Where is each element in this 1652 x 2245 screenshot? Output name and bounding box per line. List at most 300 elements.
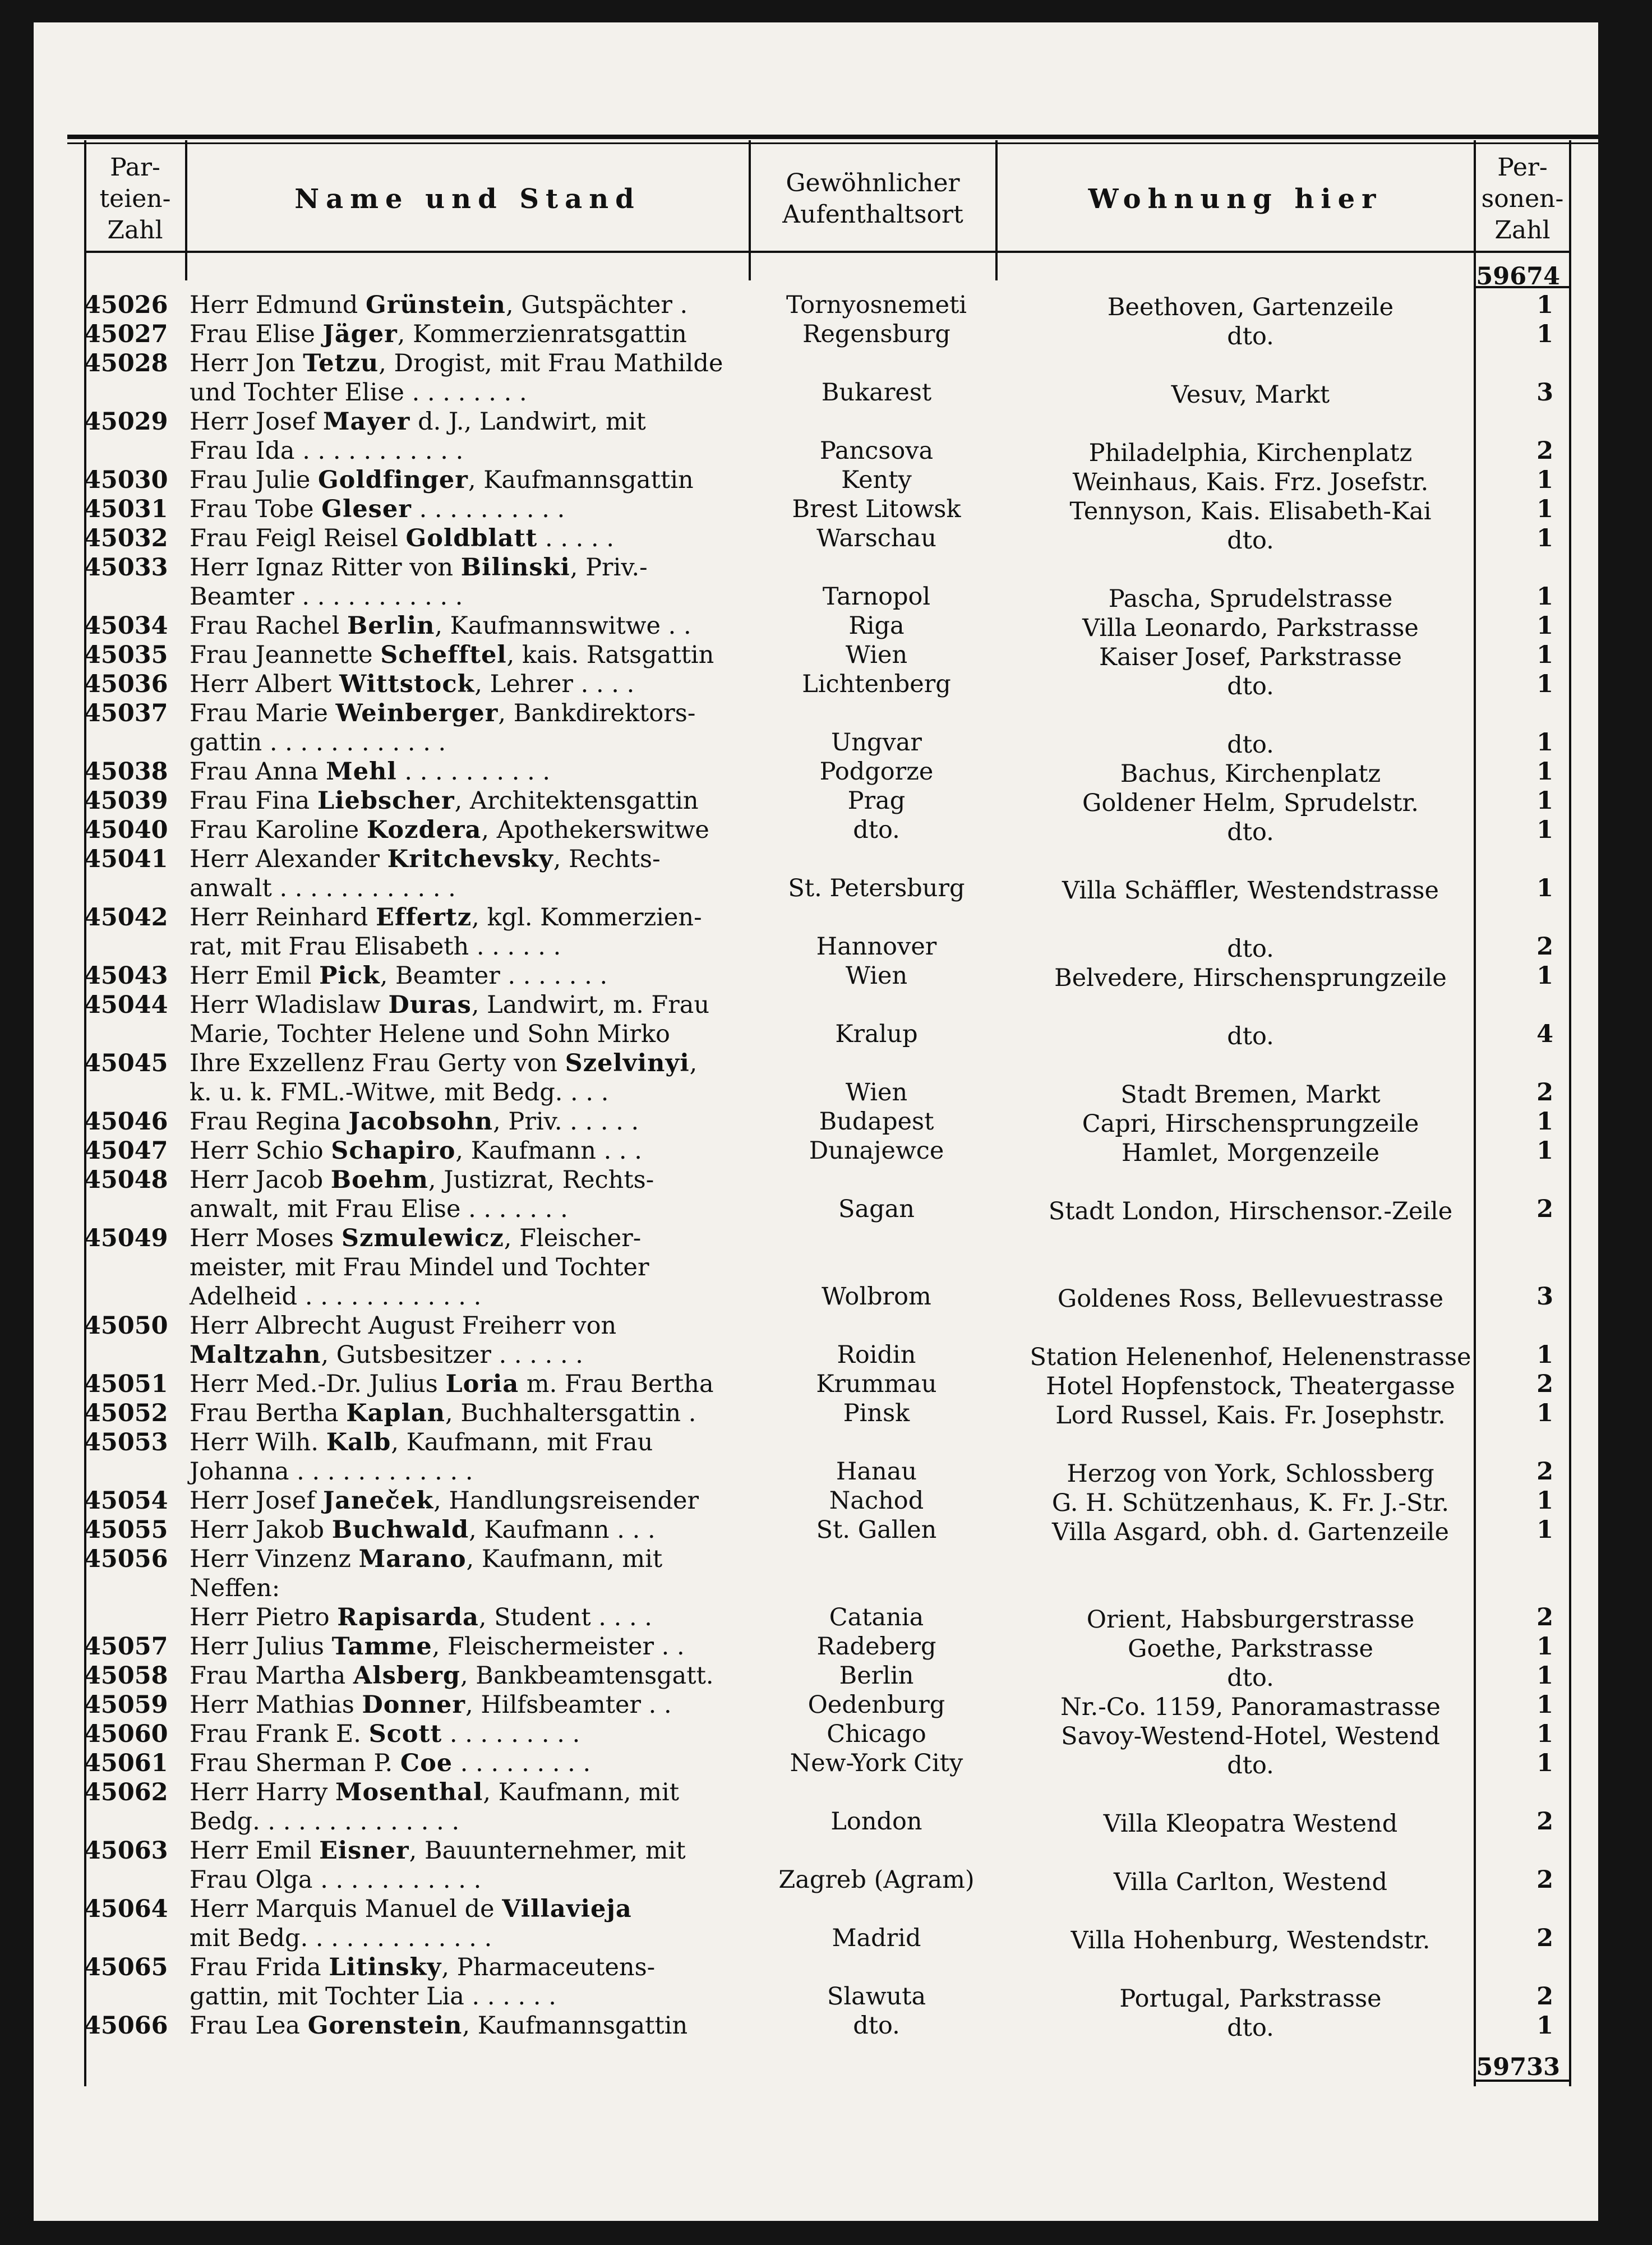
entry-name-text: Frau Frank E. (190, 1720, 369, 1748)
column-divider (185, 264, 187, 280)
entry-persons: 4 (1536, 1020, 1553, 1048)
entry-name-line (190, 495, 565, 524)
entry-number: 45053 (84, 1428, 168, 1456)
entry-name-text: Herr Schio (190, 1137, 331, 1165)
header-wohnung-hier: Wohnung hier (1088, 183, 1383, 215)
entry-address: Stadt Bremen, Markt (1120, 1081, 1381, 1109)
entry-surname: Gorenstein (307, 2012, 463, 2040)
entry-persons: 1 (1536, 583, 1553, 611)
entry-persons: 2 (1536, 1866, 1553, 1894)
entry-place: Radeberg (816, 1633, 936, 1661)
entry-name-text: Frau Karoline (190, 816, 367, 844)
entry-surname: Goldfinger (317, 466, 468, 494)
entry-name-line (190, 815, 709, 845)
entry-number: 45050 (84, 1312, 168, 1340)
entry-name-line (190, 349, 723, 378)
entry-name-text: , Landwirt, m. Frau (471, 991, 710, 1019)
header-personen-zahl: Per- sonen- Zahl (1481, 153, 1564, 245)
entry-address: dto. (1227, 322, 1274, 351)
entry-place: Bukarest (821, 379, 932, 407)
entry-name-line (190, 728, 446, 757)
entry-name-line (190, 1778, 679, 1807)
entry-address: dto. (1227, 527, 1274, 555)
entry-name-line (190, 1603, 652, 1632)
entry-place: Tornyosnemeti (786, 291, 967, 319)
entry-name-line (190, 1107, 639, 1136)
top-double-rule (67, 135, 1598, 139)
entry-address: Bachus, Kirchenplatz (1120, 760, 1381, 788)
final-total: 59733 (1476, 2053, 1560, 2081)
header-parteien-zahl: Par- teien- Zahl (99, 153, 171, 245)
entry-place: Chicago (827, 1720, 926, 1748)
entry-place: Prag (847, 787, 906, 815)
entry-address: dto. (1227, 672, 1274, 700)
entry-surname: Tamme (331, 1633, 432, 1661)
entry-number: 45066 (84, 2012, 168, 2040)
entry-place: Oedenburg (807, 1691, 945, 1719)
entry-persons: 1 (1536, 1137, 1553, 1165)
entry-name-text: Frau Frida (190, 1953, 329, 1981)
entry-name-text: Beamter . . . . . . . . . . . (190, 583, 463, 611)
entry-persons: 1 (1536, 612, 1553, 640)
entry-name-line (190, 640, 714, 670)
entry-name-text: , Pharmaceutens- (441, 1953, 656, 1981)
entry-name-text: Johanna . . . . . . . . . . . . (190, 1458, 473, 1486)
entry-place: Dunajewce (809, 1137, 944, 1165)
entry-name-text: gattin . . . . . . . . . . . . (190, 729, 446, 757)
entry-address: dto. (1227, 1751, 1274, 1780)
entry-name-line (190, 1720, 580, 1749)
entry-surname: Szmulewicz (341, 1224, 504, 1252)
entry-name-line (190, 670, 634, 699)
entry-address: Villa Carlton, Westend (1113, 1868, 1388, 1896)
entry-address: Capri, Hirschensprungzeile (1082, 1110, 1419, 1138)
entry-name-line (190, 1982, 556, 2011)
entry-name-line (190, 1282, 481, 1311)
entry-name-text: , Hilfsbeamter . . (465, 1691, 672, 1719)
entry-name-text: Ihre Exzellenz Frau Gerty von (190, 1049, 565, 1077)
entry-persons: 1 (1536, 816, 1553, 844)
entry-number: 45044 (84, 991, 168, 1019)
entry-name-text: Frau Tobe (190, 495, 322, 523)
entry-number: 45034 (84, 612, 168, 640)
entry-place: Wien (845, 962, 908, 990)
entry-name-text: Frau Ida . . . . . . . . . . . (190, 437, 464, 465)
entry-name-text: rat, mit Frau Elisabeth . . . . . . (190, 933, 561, 961)
entry-address: Station Helenenhof, Helenenstrasse (1030, 1343, 1471, 1371)
entry-surname: Janeček (322, 1487, 434, 1515)
entry-place: Podgorze (819, 758, 934, 786)
entry-name-text: Herr Jon (190, 349, 303, 377)
entry-name-line (190, 990, 709, 1020)
entry-name-text: Herr Albrecht August Freiherr von (190, 1312, 617, 1340)
entry-name-text: . . . . . . . . . (442, 1720, 580, 1748)
entry-place: Riga (848, 612, 905, 640)
entry-name-text: . . . . . . . . . . (411, 495, 565, 523)
entry-persons: 1 (1536, 524, 1553, 552)
entry-name-line (190, 1574, 280, 1603)
entry-name-text: , Kommerzienratsgattin (397, 320, 687, 348)
entry-address: Nr.-Co. 1159, Panoramastrasse (1060, 1693, 1441, 1721)
entry-place: Wien (845, 1078, 908, 1107)
entry-place: Krummau (816, 1370, 937, 1398)
entry-persons: 1 (1536, 729, 1553, 757)
entry-name-text: anwalt . . . . . . . . . . . . (190, 874, 456, 902)
entry-name-line (190, 1953, 655, 1982)
entry-place: dto. (853, 2012, 900, 2040)
entry-number: 45063 (84, 1837, 168, 1865)
entry-name-line (190, 1020, 670, 1049)
entry-name-line (190, 1311, 616, 1340)
entry-surname: Villavieja (502, 1895, 632, 1923)
header-name-und-stand: Name und Stand (294, 183, 641, 215)
entry-number: 45049 (84, 1224, 168, 1252)
entry-persons: 1 (1536, 1749, 1553, 1777)
entry-name-text: , Student . . . . (478, 1603, 652, 1631)
entry-surname: Gleser (321, 495, 412, 523)
entry-name-text: Herr Josef (190, 1487, 323, 1515)
entry-name-text: Herr Josef (190, 408, 323, 436)
entry-number: 45040 (84, 816, 168, 844)
entry-persons: 2 (1536, 1808, 1553, 1836)
entry-place: Warschau (816, 524, 936, 552)
entry-place: Wien (845, 641, 908, 669)
entry-name-line (190, 1165, 654, 1195)
entry-name-text: mit Bedg. . . . . . . . . . . . . (190, 1924, 492, 1952)
entry-place: Lichtenberg (802, 670, 951, 698)
entry-name-line (190, 845, 661, 874)
entry-address: dto. (1227, 2014, 1274, 2042)
entry-place: Nachod (829, 1487, 924, 1515)
entry-name-text: , Architektensgattin (454, 787, 699, 815)
entry-name-text: meister, mit Frau Mindel und Tochter (190, 1253, 649, 1281)
entry-name-line (190, 1224, 641, 1253)
entry-name-line (190, 1078, 608, 1107)
entry-name-text: Marie, Tochter Helene und Sohn Mirko (190, 1020, 670, 1048)
entry-address: Villa Kleopatra Westend (1103, 1810, 1398, 1838)
entry-number: 45062 (84, 1778, 168, 1806)
entry-surname: Wittstock (339, 670, 475, 698)
entry-surname: Duras (388, 991, 472, 1019)
entry-name-text: Frau Elise (190, 320, 323, 348)
entry-number: 45029 (84, 408, 168, 436)
entry-surname: Pick (319, 962, 380, 990)
entry-persons: 1 (1536, 1691, 1553, 1719)
entry-number: 45052 (84, 1399, 168, 1427)
entry-persons: 1 (1536, 1516, 1553, 1544)
entry-number: 45036 (84, 670, 168, 698)
entry-persons: 1 (1536, 2012, 1553, 2040)
entry-number: 45054 (84, 1487, 168, 1515)
entry-name-text: , Apothekerswitwe (481, 816, 709, 844)
entry-name-text: , Kaufmann, mit Frau (391, 1428, 653, 1456)
entry-name-text: . . . . . . . . . (453, 1749, 591, 1777)
entry-address: dto. (1227, 818, 1274, 846)
entry-address: Hamlet, Morgenzeile (1122, 1139, 1379, 1167)
entry-persons: 2 (1536, 1458, 1553, 1486)
entry-surname: Schapiro (331, 1137, 456, 1165)
entry-surname: Eisner (319, 1837, 409, 1865)
entry-number: 45057 (84, 1633, 168, 1661)
entry-surname: Kritchevsky (387, 845, 553, 873)
entry-surname: Weinberger (335, 699, 499, 727)
entry-place: Hannover (816, 933, 937, 961)
entry-place: Pinsk (843, 1399, 910, 1427)
entry-surname: Rapisarda (337, 1603, 479, 1631)
entry-surname: Scott (368, 1720, 442, 1748)
entry-name-text: Herr Julius (190, 1633, 332, 1661)
entry-name-text: gattin, mit Tochter Lia . . . . . . (190, 1983, 556, 2011)
entry-name-line (190, 291, 687, 320)
entry-name-text: Frau Anna (190, 758, 326, 786)
entry-name-text: Frau Julie (190, 466, 318, 494)
entry-persons: 1 (1536, 1720, 1553, 1748)
entry-name-text: Herr Pietro (190, 1603, 338, 1631)
entry-surname: Mosenthal (335, 1778, 483, 1806)
entry-surname: Jacobsohn (348, 1108, 493, 1136)
entry-name-line (190, 524, 614, 553)
entry-address: dto. (1227, 1022, 1274, 1050)
entry-address: Lord Russel, Kais. Fr. Josephstr. (1055, 1402, 1446, 1430)
entry-number: 45032 (84, 524, 168, 552)
entry-persons: 1 (1536, 291, 1553, 319)
entry-surname: Loria (445, 1370, 519, 1398)
entry-number: 45056 (84, 1545, 168, 1573)
entry-number: 45041 (84, 845, 168, 873)
entry-number: 45028 (84, 349, 168, 377)
entry-address: Stadt London, Hirschensor.-Zeile (1048, 1197, 1453, 1225)
entry-place: Regensburg (802, 320, 950, 348)
entry-name-text: , kais. Ratsgattin (506, 641, 714, 669)
entry-name-line (190, 1515, 656, 1545)
entry-address: Portugal, Parkstrasse (1119, 1985, 1382, 2013)
entry-name-text: Herr Emil (190, 962, 320, 990)
entry-address: Vesuv, Markt (1171, 381, 1330, 409)
entry-address: Goldenes Ross, Bellevuestrasse (1057, 1285, 1444, 1313)
entry-address: dto. (1227, 1664, 1274, 1692)
entry-name-line (190, 436, 463, 465)
entry-number: 45064 (84, 1895, 168, 1923)
entry-name-line (190, 1807, 459, 1836)
entry-name-text: , (689, 1049, 698, 1077)
entry-place: Roidin (837, 1341, 916, 1369)
entry-surname: Jäger (322, 320, 398, 348)
entry-name-text: Neffen: (190, 1574, 280, 1602)
entry-number: 45026 (84, 291, 168, 319)
entry-name-line (190, 1340, 583, 1370)
entry-persons: 1 (1536, 758, 1553, 786)
entry-name-text: Herr Wladislaw (190, 991, 389, 1019)
entry-name-text: d. J., Landwirt, mit (410, 408, 646, 436)
entry-persons: 2 (1536, 1078, 1553, 1107)
entry-address: dto. (1227, 731, 1274, 759)
entry-place: Budapest (819, 1108, 934, 1136)
entry-number: 45038 (84, 758, 168, 786)
entry-number: 45059 (84, 1691, 168, 1719)
entry-surname: Szelvinyi (565, 1049, 690, 1077)
entry-place: Hanau (836, 1458, 917, 1486)
entry-number: 45043 (84, 962, 168, 990)
entry-name-text: Frau Jeannette (190, 641, 381, 669)
entry-number: 45055 (84, 1516, 168, 1544)
entry-surname: Schefftel (380, 641, 507, 669)
entry-name-text: . . . . . (537, 524, 615, 552)
entry-number: 45047 (84, 1137, 168, 1165)
entry-number: 45046 (84, 1108, 168, 1136)
entry-name-text: . . . . . . . . . . (396, 758, 551, 786)
entry-name-text: , Justizrat, Rechts- (428, 1166, 654, 1194)
entry-place: Brest Litowsk (792, 495, 961, 523)
entry-name-line (190, 553, 648, 582)
entry-name-text: Herr Alexander (190, 845, 387, 873)
entry-name-text: Herr Vinzenz (190, 1545, 359, 1573)
entry-address: Villa Schäffler, Westendstrasse (1062, 877, 1439, 905)
entry-number: 45037 (84, 699, 168, 727)
entry-persons: 1 (1536, 1108, 1553, 1136)
entry-name-line (190, 1195, 568, 1224)
entry-name-text: Frau Sherman P. (190, 1749, 400, 1777)
entry-name-line (190, 1136, 642, 1165)
entry-surname: Kalb (326, 1428, 391, 1456)
entry-name-line (190, 1486, 699, 1515)
entry-name-text: , Handlungsreisender (433, 1487, 699, 1515)
entry-name-line (190, 1836, 686, 1865)
entry-name-line (190, 1545, 662, 1574)
entry-place: Sagan (838, 1195, 915, 1223)
entry-address: Villa Leonardo, Parkstrasse (1082, 614, 1419, 642)
entry-address: G. H. Schützenhaus, K. Fr. J.-Str. (1051, 1489, 1450, 1517)
entry-surname: Alsberg (353, 1662, 460, 1690)
entry-address: Weinhaus, Kais. Frz. Josefstr. (1072, 468, 1429, 496)
entry-persons: 2 (1536, 437, 1553, 465)
entry-name-text: , Fleischermeister . . (432, 1633, 685, 1661)
entry-surname: Kaplan (346, 1399, 446, 1427)
entry-name-text: Herr Marquis Manuel de (190, 1895, 502, 1923)
entry-name-line (190, 582, 463, 611)
entry-name-text: m. Frau Bertha (519, 1370, 714, 1398)
entry-persons: 3 (1536, 379, 1553, 407)
entry-name-line (190, 1894, 632, 1924)
entry-number: 45030 (84, 466, 168, 494)
entry-persons: 1 (1536, 874, 1553, 902)
entry-name-text: Frau Rachel (190, 612, 348, 640)
entry-number: 45033 (84, 554, 168, 582)
entry-number: 45060 (84, 1720, 168, 1748)
entry-address: Villa Hohenburg, Westendstr. (1070, 1926, 1430, 1954)
entry-name-text: , kgl. Kommerzien- (472, 903, 702, 932)
entry-name-line (190, 2011, 687, 2040)
entry-place: Wolbrom (822, 1283, 931, 1311)
entry-number: 45051 (84, 1370, 168, 1398)
entry-place: Kralup (835, 1020, 918, 1048)
entry-surname: Grünstein (366, 291, 506, 319)
header-aufenthaltsort: Gewöhnlicher Aufenthaltsort (782, 168, 963, 229)
entry-name-text: , Fleischer- (504, 1224, 642, 1252)
entry-number: 45065 (84, 1953, 168, 1981)
entry-name-text: , Lehrer . . . . (474, 670, 635, 698)
entry-name-text: , Kaufmannsgattin (468, 466, 694, 494)
entry-name-text: anwalt, mit Frau Elise . . . . . . . (190, 1195, 568, 1223)
entry-persons: 1 (1536, 495, 1553, 523)
entry-name-text: Frau Fina (190, 787, 317, 815)
entry-name-text: , Bauunternehmer, mit (409, 1837, 686, 1865)
entry-persons: 1 (1536, 670, 1553, 698)
entry-name-line (190, 611, 691, 640)
entry-name-line (190, 961, 607, 990)
entry-surname: Liebscher (317, 787, 455, 815)
entry-name-text: Bedg. . . . . . . . . . . . . . (190, 1808, 460, 1836)
entry-place: Catania (829, 1603, 924, 1631)
entry-name-line (190, 699, 695, 728)
entry-address: Savoy-Westend-Hotel, Westend (1061, 1722, 1440, 1750)
entry-persons: 1 (1536, 1633, 1553, 1661)
entry-name-line (190, 320, 687, 349)
entry-name-text: , Kaufmannswitwe . . (435, 612, 691, 640)
entry-number: 45058 (84, 1662, 168, 1690)
entry-name-text: , Kaufmann . . . (469, 1516, 656, 1544)
entry-name-text: , Kaufmannsgattin (462, 2012, 688, 2040)
entry-place: New-York City (790, 1749, 963, 1777)
entry-name-text: , Beamter . . . . . . . (380, 962, 608, 990)
entry-place: Zagreb (Agram) (778, 1866, 975, 1894)
entry-address: Orient, Habsburgerstrasse (1086, 1606, 1415, 1634)
entry-number: 45045 (84, 1049, 168, 1077)
entry-place: Kenty (841, 466, 912, 494)
entry-number: 45048 (84, 1166, 168, 1194)
entry-persons: 2 (1536, 1195, 1553, 1223)
entry-address: Belvedere, Hirschensprungzeile (1054, 964, 1447, 992)
entry-address: Beethoven, Gartenzeile (1107, 293, 1394, 321)
entry-place: Berlin (839, 1662, 914, 1690)
entry-name-line (190, 786, 699, 815)
entry-surname: Mehl (326, 758, 397, 786)
entry-surname: Berlin (347, 612, 435, 640)
entry-persons: 1 (1536, 1487, 1553, 1515)
entry-persons: 1 (1536, 1662, 1553, 1690)
entry-name-text: Frau Feigl Reisel (190, 524, 406, 552)
entry-address: dto. (1227, 935, 1274, 963)
entry-surname: Bilinski (460, 554, 570, 582)
entry-name-text: , Rechts- (553, 845, 661, 873)
entry-address: Herzog von York, Schlossberg (1067, 1460, 1434, 1488)
entry-name-text: Herr Mathias (190, 1691, 362, 1719)
column-divider (1569, 140, 1571, 2086)
entry-name-text: k. u. k. FML.-Witwe, mit Bedg. . . . (190, 1078, 609, 1107)
top-double-rule-thin (67, 142, 1598, 144)
entry-place: Madrid (832, 1924, 921, 1952)
entry-name-text: Frau Olga . . . . . . . . . . . (190, 1866, 482, 1894)
entry-place: St. Petersburg (788, 874, 965, 902)
entry-surname: Tetzu (303, 349, 379, 377)
entry-name-line (190, 903, 702, 932)
entry-name-text: , Gutsbesitzer . . . . . . (321, 1341, 583, 1369)
entry-name-text: , Kaufmann . . . (455, 1137, 642, 1165)
entry-name-line (190, 1924, 492, 1953)
entry-name-line (190, 1661, 714, 1690)
entry-name-text: , Priv. . . . . . (493, 1108, 639, 1136)
entry-name-text: Herr Ignaz Ritter von (190, 554, 461, 582)
entry-number: 45061 (84, 1749, 168, 1777)
entry-place: Pancsova (819, 437, 934, 465)
entry-address: Goethe, Parkstrasse (1128, 1635, 1373, 1663)
entry-name-line (190, 874, 456, 903)
entry-persons: 1 (1536, 641, 1553, 669)
entry-surname: Kozdera (366, 816, 482, 844)
entry-name-text: , Gutspächter . (505, 291, 688, 319)
entry-name-text: Herr Moses (190, 1224, 342, 1252)
entry-name-text: Frau Lea (190, 2012, 308, 2040)
entry-name-line (190, 1253, 649, 1282)
